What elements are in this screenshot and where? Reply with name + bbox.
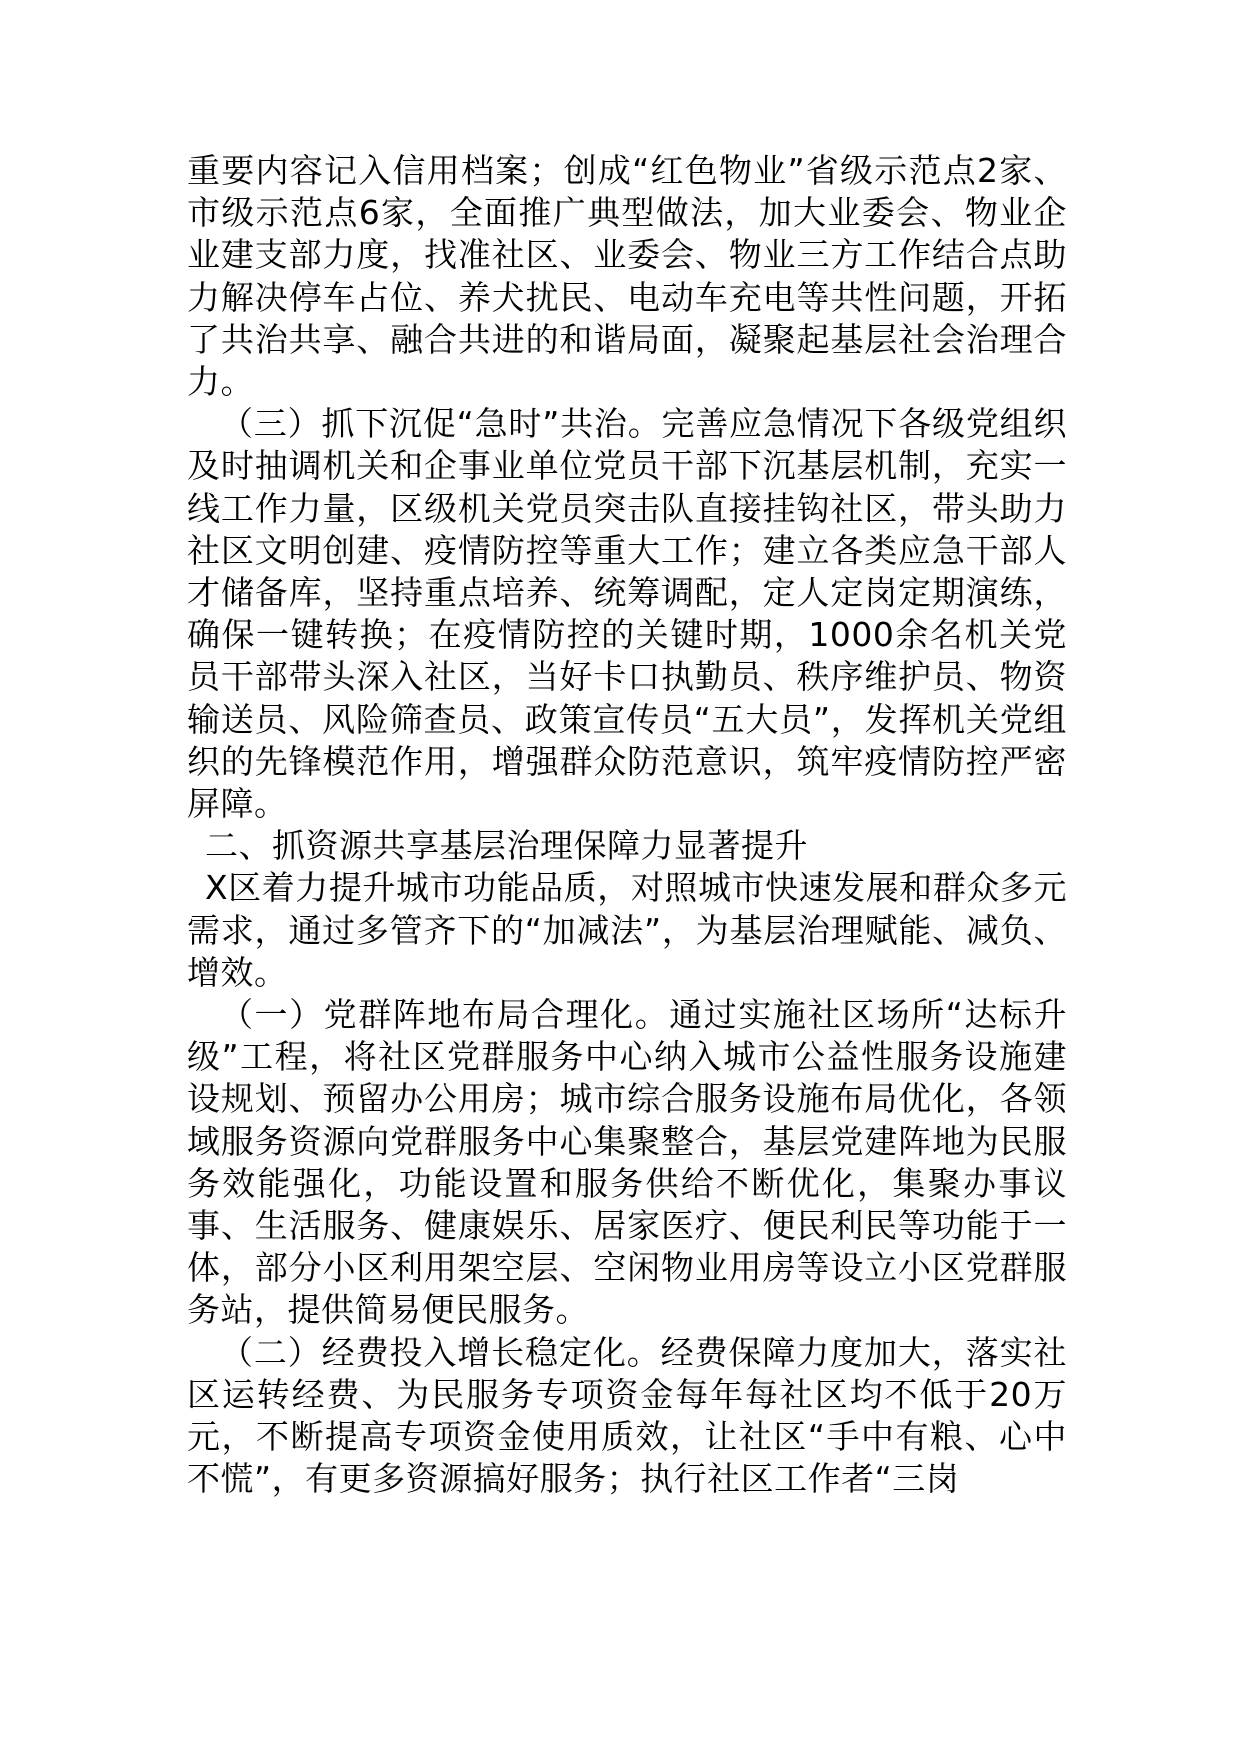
paragraph-section-intro: X区着力提升城市功能品质，对照城市快速发展和群众多元需求，通过多管齐下的“加减法”，为基层治理赋能、减负、增效。 (187, 868, 1067, 992)
paragraph-party-positions: （一）党群阵地布局合理化。通过实施社区场所“达标升级”工程，将社区党群服务中心纳入城市公益性服务设施建设规划、预留办公用房；城市综合服务设施布局优化，各领域服务资源向党群服务中心集聚整合，基层党建阵地为民服务效能强化，功能设置和服务供给不断优化，集聚办事议事、生活服务、健康娱乐、居家医疗、便民利民等功能于一体，部分小区利用架空层、空闲物业用房等设立小区党群服务站，提供简易便民服务。 (187, 995, 1067, 1330)
document-page (187, 150, 1067, 1501)
section-heading: 二、抓资源共享基层治理保障力显著提升 (205, 826, 808, 866)
paragraph-emergency-governance: （三）抓下沉促“急时”共治。完善应急情况下各级党组织及时抽调机关和企事业单位党员干部下沉基层机制，充实一线工作力量，区级机关党员突击队直接挂钩社区，带头助力社区文明创建、疫情防控等重大工作；建立各类应急干部人才储备库，坚持重点培养、统筹调配，定人定岗定期演练，确保一键转换；在疫情防控的关键时期，1000余名机关党员干部带头深入社区，当好卡口执勤员、秩序维护员、物资输送员、风险筛查员、政策宣传员“五大员”，发挥机关党组织的先锋模范作用，增强群众防范意识，筑牢疫情防控严密屏障。 (187, 404, 1067, 824)
paragraph-funding: （二）经费投入增长稳定化。经费保障力度加大，落实社区运转经费、为民服务专项资金每年每社区均不低于20万元，不断提高专项资金使用质效，让社区“手中有粮、心中不慌”，有更多资源搞好服务；执行社区工作者“三岗 (187, 1332, 1067, 1499)
paragraph-red-property: 重要内容记入信用档案；创成“红色物业”省级示范点2家、市级示范点6家，全面推广典型做法，加大业委会、物业企业建支部力度，找准社区、业委会、物业三方工作结合点助力解决停车占位、养犬扰民、电动车充电等共性问题，开拓了共治共享、融合共进的和谐局面，凝聚起基层社会治理合力。 (187, 151, 1067, 402)
